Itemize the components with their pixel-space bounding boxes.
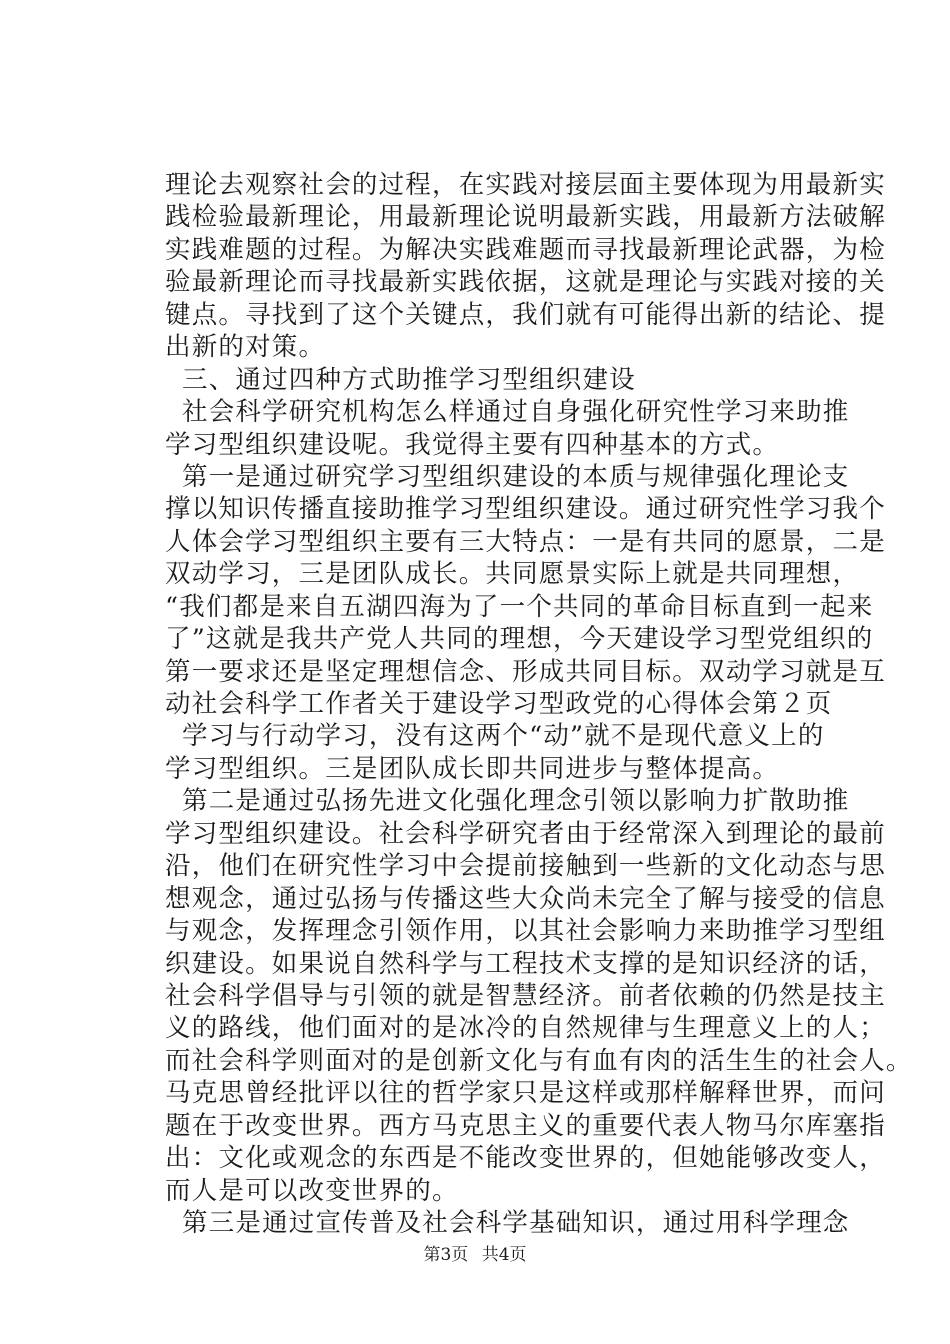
text-line: 实践难题的过程。为解决实践难题而寻找最新理论武器，为检 [165,235,886,265]
text-line: 学习型组织建设呢。我觉得主要有四种基本的方式。 [165,430,780,460]
text-line: 理论去观察社会的过程，在实践对接层面主要体现为用最新实 [165,170,886,200]
page-total: 共4页 [481,1245,527,1265]
page-footer [0,1244,950,1266]
text-line: 织建设。如果说自然科学与工程技术支撑的是知识经济的话， [165,949,886,979]
text-line: 出：文化或观念的东西是不能改变世界的，但她能够改变人， [165,1143,886,1173]
text-line: “我们都是来自五湖四海为了一个共同的革命目标直到一起来 [165,592,874,622]
text-line: 学习型组织。三是团队成长即共同进步与整体提高。 [165,754,780,784]
text-line: 题在于改变世界。西方马克思主义的重要代表人物马尔库塞指 [165,1111,886,1141]
text-line: 了”这就是我共产党人共同的理想，今天建设学习型党组织的 [165,624,874,654]
text-line: 社会科学研究机构怎么样通过自身强化研究性学习来助推 [182,397,850,427]
text-line: 学习与行动学习，没有这两个“动”就不是现代意义上的 [182,721,825,751]
text-line: 验最新理论而寻找最新实践依据，这就是理论与实践对接的关 [165,267,886,297]
text-line: 义的路线，他们面对的是冰冷的自然规律与生理意义上的人； [165,1013,886,1043]
text-line: 第三是通过宣传普及社会科学基础知识，通过用科学理念 [182,1208,850,1238]
section-heading: 三、通过四种方式助推学习型组织建设 [182,365,636,395]
text-line: 沿，他们在研究性学习中会提前接触到一些新的文化动态与思 [165,851,886,881]
text-line: 第二是通过弘扬先进文化强化理念引领以影响力扩散助推 [182,786,850,816]
text-line: 人体会学习型组织主要有三大特点：一是有共同的愿景，二是 [165,527,886,557]
text-line: 与观念，发挥理念引领作用，以其社会影响力来助推学习型组 [165,916,886,946]
text-line: 学习型组织建设。社会科学研究者由于经常深入到理论的最前 [165,819,886,849]
text-line: 键点。寻找到了这个关键点，我们就有可能得出新的结论、提 [165,300,886,330]
text-line: 出新的对策。 [165,332,326,362]
text-line: 而人是可以改变世界的。 [165,1176,459,1206]
text-line: 撑以知识传播直接助推学习型组织建设。通过研究性学习我个 [165,494,886,524]
text-line: 想观念，通过弘扬与传播这些大众尚未完全了解与接受的信息 [165,884,886,914]
text-line: 第一是通过研究学习型组织建设的本质与规律强化理论支 [182,462,850,492]
text-line: 而社会科学则面对的是创新文化与有血有肉的活生生的社会人。 [165,1046,913,1076]
page-number: 第3页 [423,1245,469,1265]
text-line: 马克思曾经批评以往的哲学家只是这样或那样解释世界，而问 [165,1078,886,1108]
text-line: 双动学习，三是团队成长。共同愿景实际上就是共同理想， [165,559,860,589]
text-line: 动社会科学工作者关于建设学习型政党的心得体会第２页 [165,689,833,719]
text-line: 第一要求还是坚定理想信念、形成共同目标。双动学习就是互 [165,657,886,687]
text-line: 社会科学倡导与引领的就是智慧经济。前者依赖的仍然是技主 [165,981,886,1011]
text-line: 践检验最新理论，用最新理论说明最新实践，用最新方法破解 [165,202,886,232]
